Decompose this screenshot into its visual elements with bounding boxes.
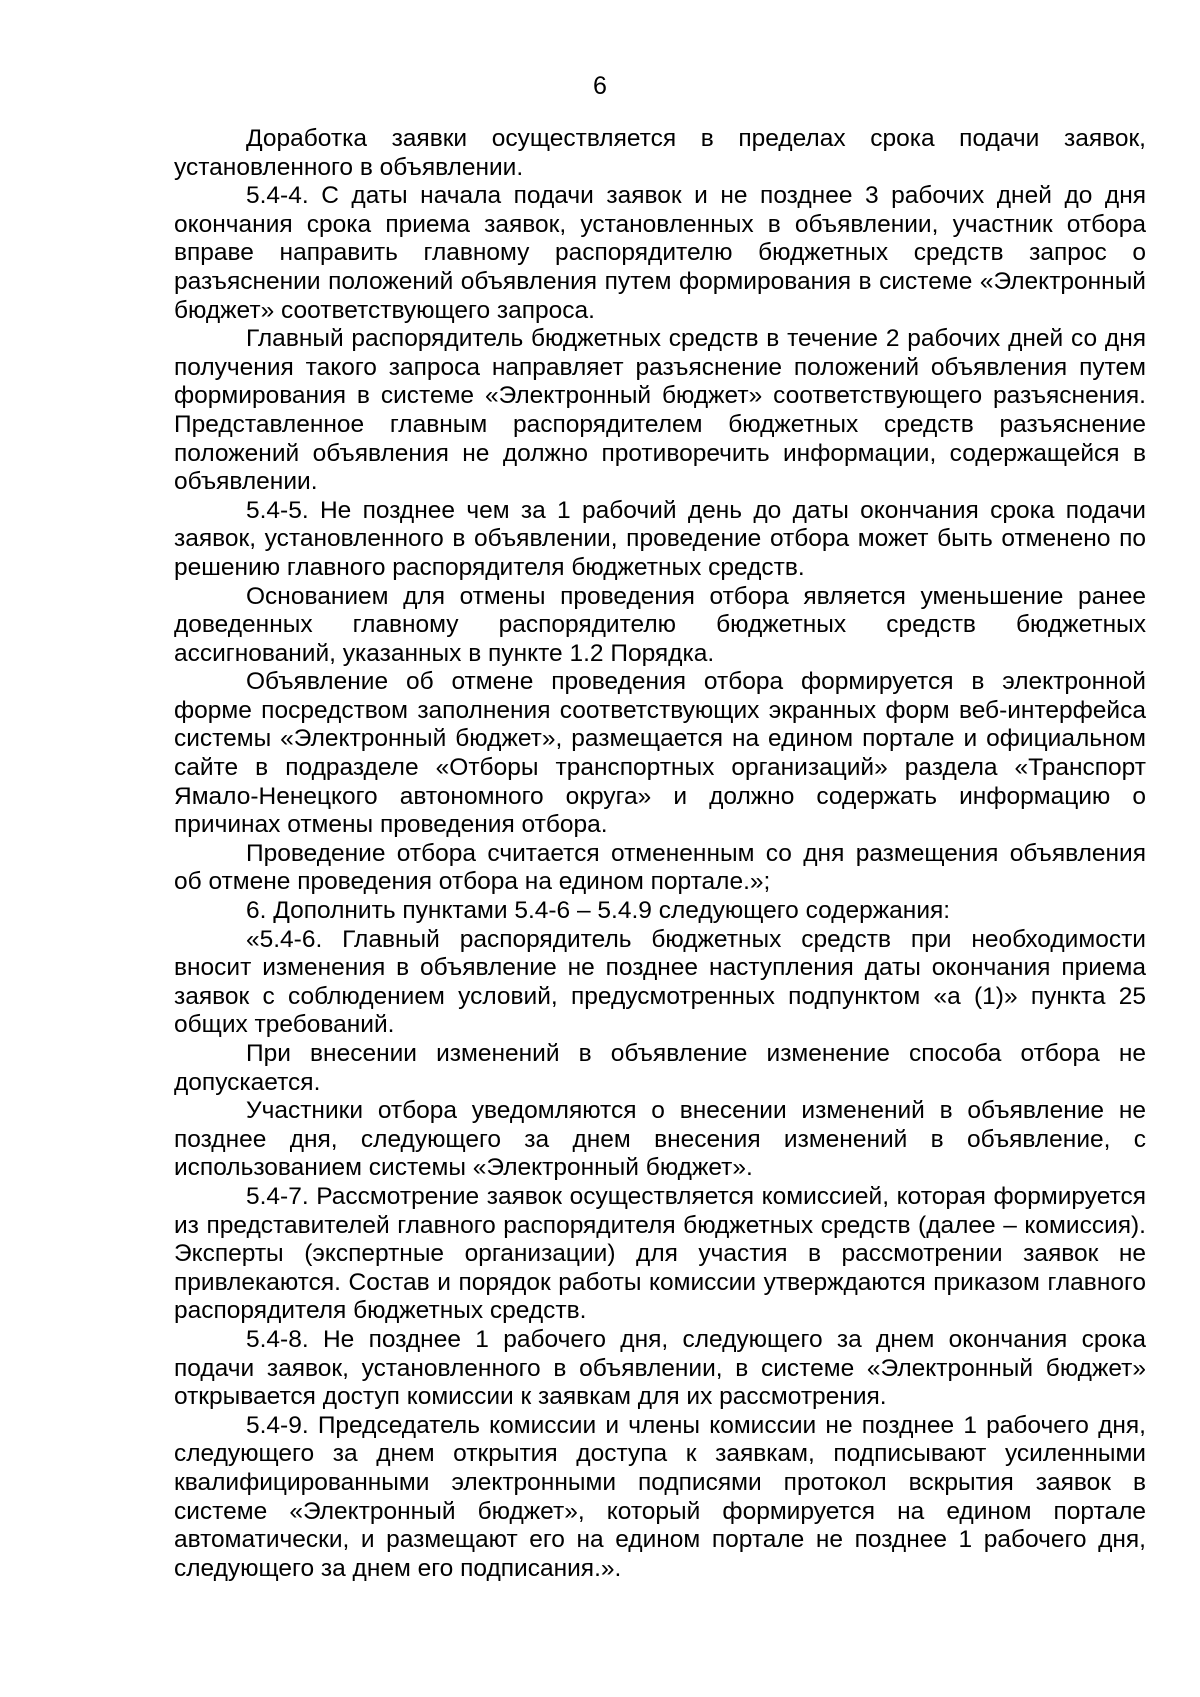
paragraph: «5.4-6. Главный распорядитель бюджетных средств при необходимости вносит изменения в объявление не позднее наступления даты окончания приема заявок с соблюдением условий, предусмотренных подпунктом «а (1)» пункта 25 общих требований. — [174, 925, 1146, 1039]
paragraph: Проведение отбора считается отмененным со дня размещения объявления об отмене проведения отбора на едином портале.»; — [174, 839, 1146, 896]
paragraph: 5.4-4. С даты начала подачи заявок и не позднее 3 рабочих дней до дня окончания срока приема заявок, установленных в объявлении, участник отбора вправе направить главному распорядителю бюджетных средств запрос о разъяснении положений объявления путем формирования в системе «Электронный бюджет» соответствующего запроса. — [174, 182, 1146, 324]
document-body — [174, 125, 1146, 1583]
paragraph: Основанием для отмены проведения отбора является уменьшение ранее доведенных главному распорядителю бюджетных средств бюджетных ассигнований, указанных в пункте 1.2 Порядка. — [174, 582, 1146, 667]
paragraph: Главный распорядитель бюджетных средств в течение 2 рабочих дней со дня получения такого запроса направляет разъяснение положений объявления путем формирования в системе «Электронный бюджет» соответствующего разъяснения. Представленное главным распорядителем бюджетных средств разъяснение положений объявления не должно противоречить информации, содержащейся в объявлении. — [174, 325, 1146, 496]
page-number: 6 — [593, 72, 607, 100]
paragraph: Доработка заявки осуществляется в пределах срока подачи заявок, установленного в объявлении. — [174, 125, 1146, 181]
paragraph: При внесении изменений в объявление изменение способа отбора не допускается. — [174, 1040, 1146, 1096]
paragraph: Объявление об отмене проведения отбора формируется в электронной форме посредством заполнения соответствующих экранных форм веб-интерфейса системы «Электронный бюджет», размещается на едином портале и официальном сайте в подразделе «Отборы транспортных организаций» раздела «Транспорт Ямало-Ненецкого автономного округа» и должно содержать информацию о причинах отмены проведения отбора. — [174, 668, 1146, 839]
paragraph: 5.4-5. Не позднее чем за 1 рабочий день до даты окончания срока подачи заявок, установленного в объявлении, проведение отбора может быть отменено по решению главного распорядителя бюджетных средств. — [174, 496, 1146, 581]
paragraph: 5.4-7. Рассмотрение заявок осуществляется комиссией, которая формируется из представителей главного распорядителя бюджетных средств (далее – комиссия). Эксперты (экспертные организации) для участия в рассмотрении заявок не привлекаются. Состав и порядок работы комиссии утверждаются приказом главного распорядителя бюджетных средств. — [174, 1182, 1146, 1325]
paragraph: 5.4-8. Не позднее 1 рабочего дня, следующего за днем окончания срока подачи заявок, установленного в объявлении, в системе «Электронный бюджет» открывается доступ комиссии к заявкам для их рассмотрения. — [174, 1325, 1146, 1411]
paragraph: 5.4-9. Председатель комиссии и члены комиссии не позднее 1 рабочего дня, следующего за днем открытия доступа к заявкам, подписывают усиленными квалифицированными электронными подписями протокол вскрытия заявок в системе «Электронный бюджет», который формируется на едином портале автоматически, и размещают его на едином портале не позднее 1 рабочего дня, следующего за днем его подписания.». — [174, 1411, 1146, 1582]
paragraph: Участники отбора уведомляются о внесении изменений в объявление не позднее дня, следующего за днем внесения изменений в объявление, с использованием системы «Электронный бюджет». — [174, 1097, 1146, 1182]
paragraph: 6. Дополнить пунктами 5.4-6 – 5.4.9 следующего содержания: — [246, 897, 951, 925]
